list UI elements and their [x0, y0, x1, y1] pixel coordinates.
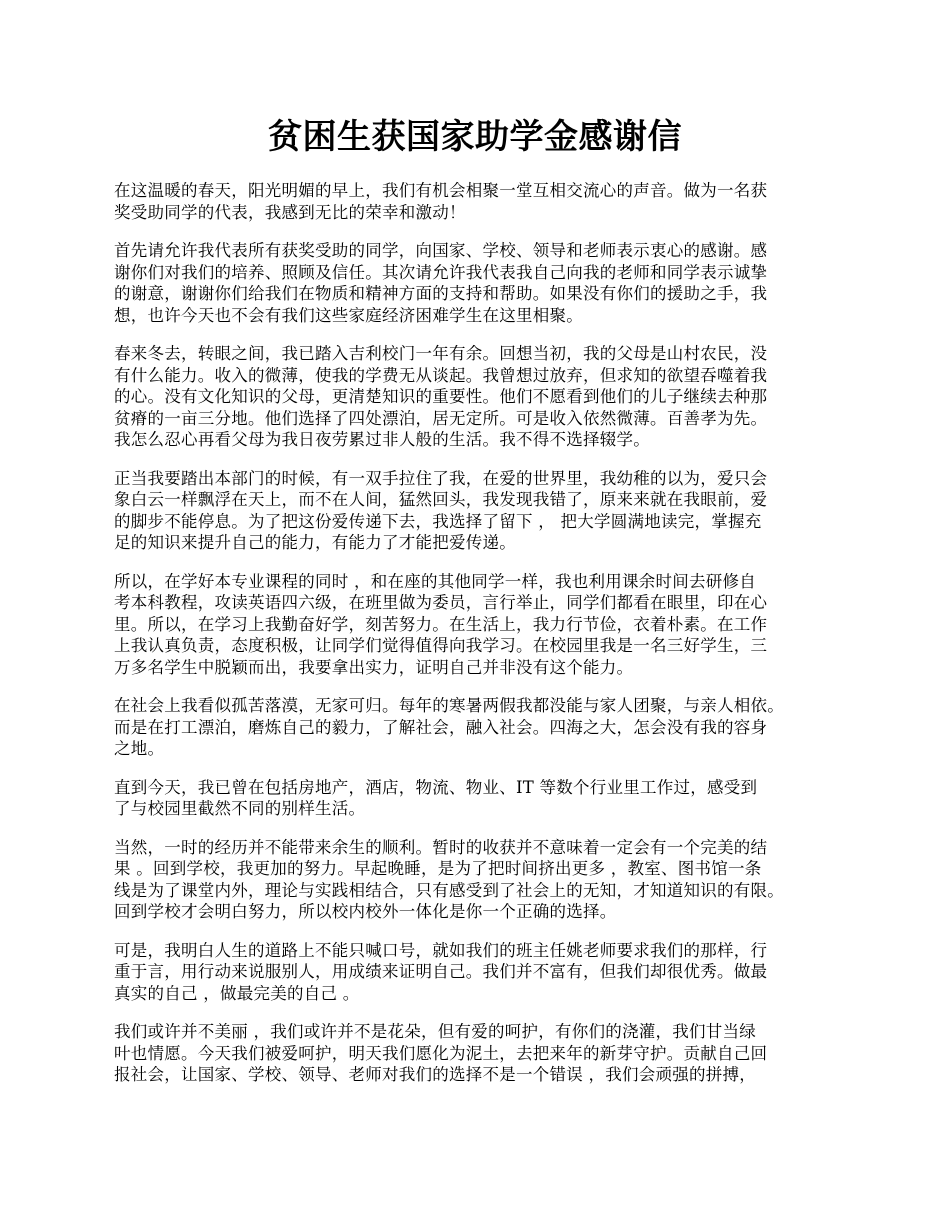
- paragraph: [114, 1021, 852, 1086]
- paragraph-line: 叶也情愿。今天我们被爱呵护，明天我们愿化为泥土，去把来年的新芽守护。贡献自己回: [114, 1043, 768, 1063]
- paragraph-line: 春来冬去，转眼之间，我已踏入吉利校门一年有余。回想当初，我的父母是山村农民，没: [114, 344, 768, 363]
- paragraph-line: 象白云一样飘浮在天上，而不在人间，猛然回头，我发现我错了，原来来就在我眼前，爱: [114, 490, 768, 509]
- paragraph-line: 直到今天，我已曾在包括房地产，酒店，物流、物业、IT 等数个行业里工作过，感受到: [114, 777, 758, 797]
- paragraph-line: 万多名学生中脱颖而出，我要拿出实力，证明自己并非没有这个能力。: [114, 657, 634, 677]
- paragraph-line: 在社会上我看似孤苦落漠，无家可归。每年的寒暑两假我都没能与家人团聚，与亲人相依。: [114, 696, 784, 715]
- paragraph-line: 了与校园里截然不同的别样生活。: [114, 799, 366, 818]
- paragraph-line: 报社会，让国家、学校、领导、老师对我们的选择不是一个错误 ，我们会顽强的拼搏，: [114, 1065, 756, 1084]
- paragraph-line: 果 。回到学校，我更加的努力。早起晚睡，是为了把时间挤出更多 ，教室、图书馆一条: [114, 859, 762, 878]
- paragraph-line: 线是为了课堂内外，理论与实践相结合，只有感受到了社会上的无知，才知道知识的有限。: [114, 880, 784, 900]
- paragraph-line: 所以，在学好本专业课程的同时 ，和在座的其他同学一样，我也利用课余时间去研修自: [114, 571, 756, 591]
- paragraph: [114, 180, 852, 223]
- paragraph-line: 真实的自己 ，做最完美的自己 。: [114, 983, 360, 1003]
- paragraph-line: 足的知识来提升自己的能力，有能力了才能把爱传递。: [114, 533, 516, 552]
- paragraph-line: 贫瘠的一亩三分地。他们选择了四处漂泊，居无定所。可是收入依然微薄。百善孝为先。: [114, 408, 768, 428]
- paragraph: [114, 695, 852, 760]
- paragraph: [114, 837, 852, 923]
- paragraph-line: 的心。没有文化知识的父母，更清楚知识的重要性。他们不愿看到他们的儿子继续去种那: [114, 387, 768, 406]
- paragraph-line: 当然，一时的经历并不能带来余生的顺利。暂时的收获并不意味着一定会有一个完美的结: [114, 837, 768, 857]
- paragraph-line: 有什么能力。收入的微薄，使我的学费无从谈起。我曾想过放弃，但求知的欲望吞噬着我: [114, 365, 768, 385]
- paragraph-line: 我怎么忍心再看父母为我日夜劳累过非人般的生活。我不得不选择辍学。: [114, 430, 650, 449]
- paragraph-line: 重于言，用行动来说服别人，用成绩来证明自己。我们并不富有，但我们却很优秀。做最: [114, 962, 768, 981]
- paragraph-line: 谢你们对我们的培养、照顾及信任。其次请允许我代表我自己向我的老师和同学表示诚挚: [114, 262, 768, 282]
- document-title: 贫困生获国家助学金感谢信: [268, 117, 682, 157]
- paragraph-line: 上我认真负责，态度积极，让同学们觉得值得向我学习。在校园里我是一名三好学生，三: [114, 636, 768, 655]
- paragraph: [114, 777, 852, 820]
- paragraph-line: 正当我要踏出本部门的时候，有一双手拉住了我，在爱的世界里，我幼稚的以为，爱只会: [114, 468, 768, 488]
- paragraph: [114, 240, 852, 326]
- paragraph-line: 在这温暖的春天，阳光明媚的早上，我们有机会相聚一堂互相交流心的声音。做为一名获: [114, 181, 768, 200]
- paragraph-line: 的谢意，谢谢你们给我们在物质和精神方面的支持和帮助。如果没有你们的援助之手，我: [114, 284, 768, 303]
- paragraph-line: 而是在打工漂泊，磨炼自己的毅力，了解社会，融入社会。四海之大，怎会没有我的容身: [114, 717, 768, 737]
- paragraph-line: 首先请允许我代表所有获奖受助的同学，向国家、学校、领导和老师表示衷心的感谢。感: [114, 241, 768, 260]
- paragraph-line: 里。所以，在学习上我勤奋好学，刻苦努力。在生活上，我力行节俭，衣着朴素。在工作: [114, 614, 768, 634]
- paragraph-line: 之地。: [114, 739, 165, 758]
- paragraph-line: 我们或许并不美丽 ，我们或许并不是花朵，但有爱的呵护，有你们的浇灌，我们甘当绿: [114, 1022, 756, 1041]
- paragraph-line: 可是，我明白人生的道路上不能只喊口号，就如我们的班主任姚老师要求我们的那样，行: [114, 940, 768, 960]
- paragraph-line: 想，也许今天也不会有我们这些家庭经济困难学生在这里相聚。: [114, 305, 583, 325]
- paragraph-line: 回到学校才会明白努力，所以校内校外一体化是你一个正确的选择。: [114, 902, 617, 921]
- paragraph-line: 的脚步不能停息。为了把这份爱传递下去，我选择了留下 ， 把大学圆满地读完，掌握充: [114, 511, 762, 531]
- paragraph: [114, 571, 852, 679]
- paragraph-line: 考本科教程，攻读英语四六级，在班里做为委员，言行举止，同学们都看在眼里，印在心: [114, 593, 768, 612]
- paragraph: [114, 940, 852, 1005]
- paragraph: [114, 468, 852, 554]
- document-body: [114, 180, 852, 1103]
- paragraph: [114, 343, 852, 451]
- paragraph-line: 奖受助同学的代表，我感到无比的荣幸和激动！: [114, 202, 466, 222]
